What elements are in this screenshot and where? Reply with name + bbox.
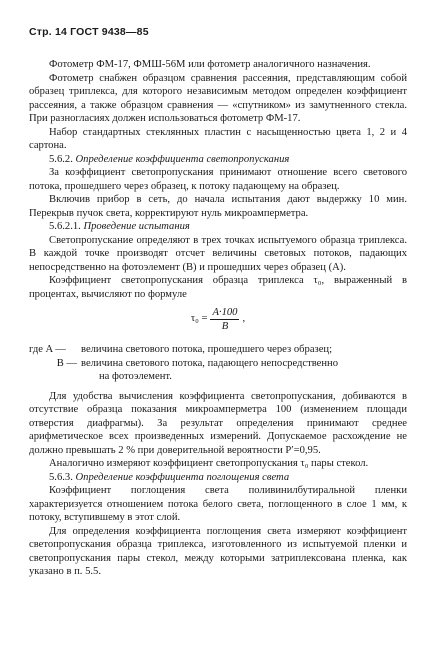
section-5-6-2-heading [29, 153, 407, 167]
page-header: Стр. 14 ГОСТ 9438—85 [29, 26, 149, 38]
formula-lhs: τ₀ = [190, 313, 208, 325]
paragraph-absorption-method: Для определения коэффициента поглощения света измеряют коэффициент светопропускания образца триплекса, изготовленного из испытуемой пленки и светопропускания пары стекол, между которыми затриплексована пленка, как указано в п. 5.5. [29, 525, 407, 577]
section-title: Определение коэффициента поглощения света [75, 471, 290, 483]
paragraph-transmission-definition: За коэффициент светопропускания принимают отношение всего светового потока, прошедшего через образец, к потоку падающему на образец. [29, 167, 407, 192]
paragraph-absorption-definition: Коэффициент поглощения света поливинилбутиральной пленки характеризуется отношением потока белого света, поглощенного в слое 1 мм, к потоку, вступившему в этот слой. [29, 485, 407, 523]
paragraph-calibration: Для удобства вычисления коэффициента светопропускания, добиваются в отсутствие образца показания микроамперметра 100 (изменением площади отверстия диафрагмы). За результат определения принимают среднее арифметическое всех произведенных измерений. Допускаемое расхождение не должно превышать 2 % при доверительной вероятности P′=0,95. [29, 390, 407, 456]
legend-key-a: где A — [29, 344, 66, 355]
paragraph-three-points: Светопропускание определяют в трех точках испытуемого образца триплекса. В каждой точке производят отсчет величины световых потоков, падающих непосредственно на фотоэлемент (B) и прошедших через образец (A). [29, 234, 407, 273]
section-5-6-2-1-heading [29, 220, 407, 234]
legend-continuation-b: на фотоэлемент. [99, 371, 172, 382]
legend-value-a: величина светового потока, прошедшего через образец; [81, 344, 333, 355]
section-number: 5.6.2.1. [49, 221, 81, 232]
legend-key-b: B — [56, 357, 77, 369]
formula-denominator: B [221, 320, 229, 332]
section-5-6-3-heading [29, 471, 407, 485]
legend-row-b [29, 357, 407, 371]
paragraph-photometer-sample: Фотометр снабжен образцом сравнения рассеяния, представляющим собой образец триплекса, для которого независимым методом определен коэффициент рассеяния, а также образцом сравнения — «спутником» из замутненного стекла. При разногласиях должен использоваться фотометр ФМ-17. [29, 72, 407, 124]
paragraph-warmup: Включив прибор в сеть, до начала испытания дают выдержку 10 мин. Перекрыв пучок света, корректируют нуль микроамперметра. [29, 194, 407, 219]
paragraph-glass-pair: Аналогично измеряют коэффициент светопропускания τ₀ пары стекол. [49, 458, 369, 469]
paragraph-glass-plates: Набор стандартных стеклянных пластин с насыщенностью цвета 1, 2 и 4 сартона. [29, 126, 407, 151]
section-title: Проведение испытания [83, 221, 190, 232]
paragraph-formula-intro: Коэффициент светопропускания образца триплекса τ₀, выраженный в процентах, вычисляют по формуле [29, 275, 407, 300]
legend-row-a [29, 343, 407, 357]
section-title: Определение коэффициента светопропускания [75, 153, 290, 165]
legend-value-b: величина светового потока, падающего непосредственно [81, 357, 339, 369]
paragraph-photometer: Фотометр ФМ-17, ФМШ-56М или фотометр аналогичного назначения. [49, 59, 371, 70]
formula [29, 301, 407, 337]
formula-fraction [210, 306, 239, 333]
formula-numerator: A·100 [212, 306, 238, 318]
formula-end: , [242, 313, 246, 325]
section-number: 5.6.2. [49, 153, 73, 165]
page-body [29, 58, 407, 579]
section-number: 5.6.3. [49, 471, 73, 483]
formula-legend [29, 343, 407, 384]
